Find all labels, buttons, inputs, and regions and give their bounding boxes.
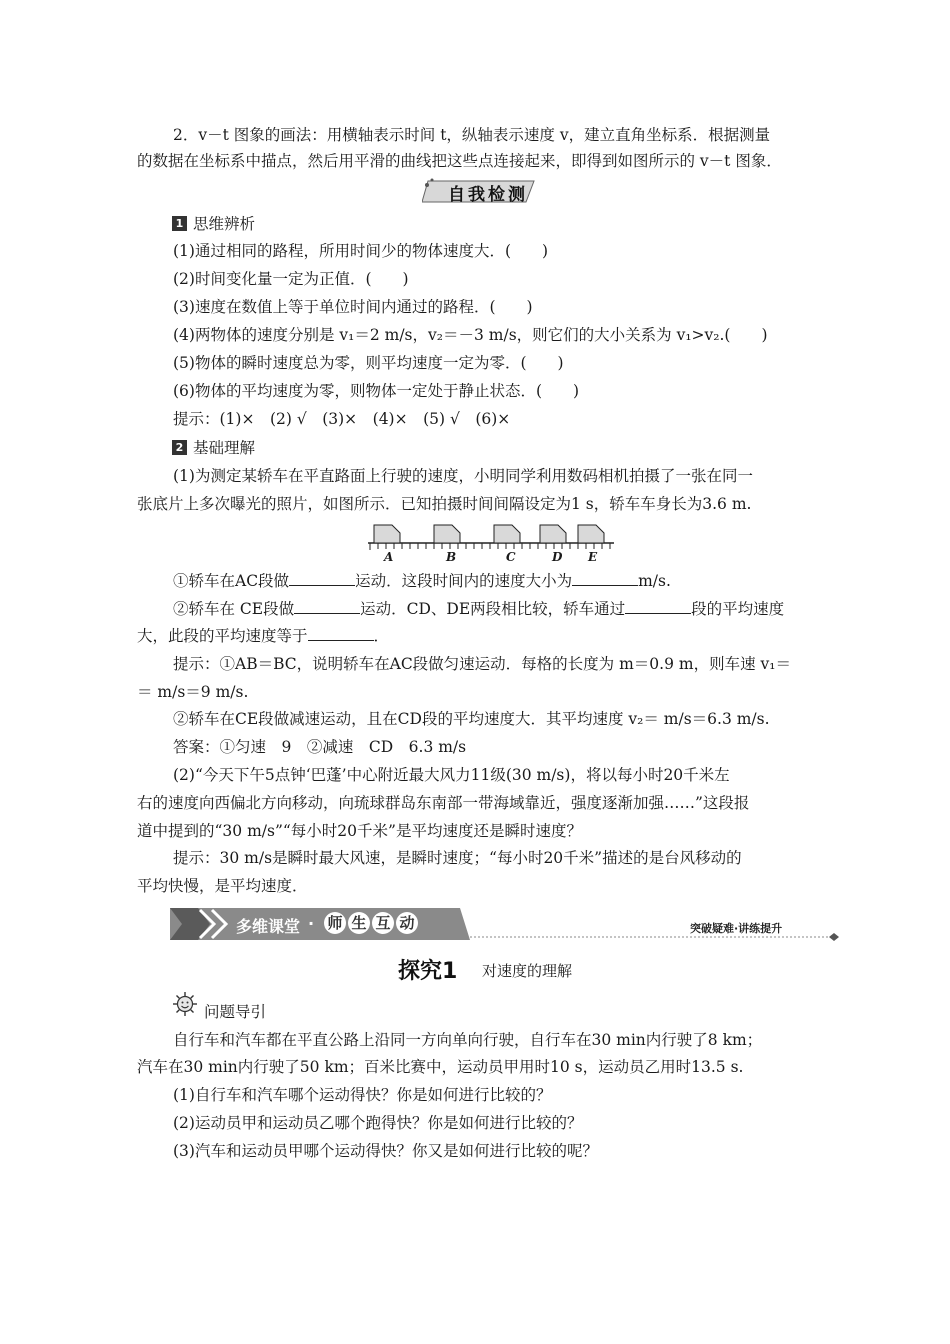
- ruler-figure-icon: [366, 520, 616, 566]
- intro-line-2: 的数据在坐标系中描点，然后用平滑的曲线把这些点连接起来，即得到如图所示的 v－t 图象．: [137, 152, 782, 170]
- question-2-line-3: 道中提到的“30 m/s”“每小时20千米”是平均速度还是瞬时速度？: [137, 822, 582, 840]
- banner-char: 互: [372, 912, 394, 934]
- banner-char: 动: [396, 912, 418, 934]
- section-number-badge: 1: [172, 216, 187, 231]
- fill-text: ②轿车在 CE段做: [173, 600, 295, 618]
- explore-question-1: (1)自行车和汽车哪个运动得快？你是如何进行比较的？: [173, 1086, 552, 1104]
- point-label-d: D: [552, 550, 563, 564]
- point-label-b: B: [446, 550, 457, 564]
- banner-right-title: 突破疑难·讲练提升: [690, 922, 783, 935]
- section-1-title: 思维辨析: [193, 215, 256, 233]
- answer-blank[interactable]: [625, 598, 691, 614]
- explore-heading: 探究1: [398, 959, 458, 984]
- fill-text: 大，此段的平均速度等于: [137, 627, 308, 645]
- answer-line: 答案：①匀速 9 ②减速 CD 6.3 m/s: [173, 738, 467, 756]
- fill-text: 运动．这段时间内的速度大小为: [355, 572, 573, 590]
- explore-subheading: 对速度的理解: [482, 962, 573, 980]
- fill-text: ①轿车在AC段做: [173, 572, 290, 590]
- fill-text: 运动．CD、DE两段相比较，轿车通过: [360, 600, 626, 618]
- question-2-hint-2: 平均快慢，是平均速度．: [137, 877, 308, 895]
- answer-blank[interactable]: [572, 570, 638, 586]
- fill-question-1: [173, 570, 671, 592]
- question-2-line-1: (2)“今天下午5点钟‘巴蓬’中心附近最大风力11级(30 m/s)，将以每小时20千米左: [173, 766, 730, 784]
- judge-item: (1)通过相同的路程，所用时间少的物体速度大．( ): [173, 242, 549, 260]
- banner-left-title: 多维课堂: [236, 917, 301, 936]
- section-2-heading: [172, 437, 255, 459]
- point-label-e: E: [588, 550, 598, 564]
- class-banner: [170, 906, 846, 942]
- answer-blank[interactable]: [308, 625, 374, 641]
- section-2-title: 基础理解: [193, 439, 256, 457]
- banner-dot: ·: [308, 914, 315, 933]
- hint-line-1: 提示：①AB＝BC，说明轿车在AC段做匀速运动．每格的长度为 m＝0.9 m，则车速 v₁＝: [173, 655, 791, 673]
- judge-item: (3)速度在数值上等于单位时间内通过的路程．( ): [173, 298, 533, 316]
- answer-blank[interactable]: [289, 570, 355, 586]
- explore-paragraph-line-2: 汽车在30 min内行驶了50 km；百米比赛中，运动员甲用时10 s，运动员乙用时13.5 s.: [137, 1058, 744, 1076]
- hint-line-3: ②轿车在CE段做减速运动，且在CD段的平均速度大．其平均速度 v₂＝ m/s＝6.3 m/s.: [173, 710, 770, 728]
- guide-title: 问题导引: [204, 1003, 267, 1021]
- banner-char: 生: [348, 912, 370, 934]
- explore-question-2: (2)运动员甲和运动员乙哪个跑得快？你是如何进行比较的？: [173, 1114, 583, 1132]
- judge-item: (6)物体的平均速度为零，则物体一定处于静止状态．( ): [173, 382, 580, 400]
- judge-item: (4)两物体的速度分别是 v₁＝2 m/s，v₂＝－3 m/s，则它们的大小关系为 v₁>v₂.( ): [173, 326, 768, 344]
- fill-text: m/s.: [638, 572, 671, 590]
- car-exposure-figure: [366, 520, 616, 566]
- section-number-badge: 2: [172, 440, 187, 455]
- point-label-c: C: [506, 550, 516, 564]
- fill-text: 段的平均速度: [691, 600, 785, 618]
- self-check-banner: [422, 176, 540, 206]
- question-2-line-2: 右的速度向西偏北方向移动，向琉球群岛东南部一带海域靠近，强度逐渐加强……”这段报: [137, 794, 750, 812]
- self-check-title: 自我检测: [448, 185, 528, 205]
- explore-paragraph-line-1: 自行车和汽车都在平直公路上沿同一方向单向行驶，自行车在30 min内行驶了8 km；: [173, 1031, 763, 1049]
- hint-line-2: ＝ m/s＝9 m/s.: [137, 683, 249, 701]
- question-1-line-1: (1)为测定某轿车在平直路面上行驶的速度，小明同学利用数码相机拍摄了一张在同一: [173, 467, 753, 485]
- judge-item: (2)时间变化量一定为正值．( ): [173, 270, 409, 288]
- section-1-heading: [172, 213, 255, 235]
- judge-item: (5)物体的瞬时速度总为零，则平均速度一定为零．( ): [173, 354, 564, 372]
- smiley-sun-icon: [172, 991, 198, 1017]
- question-1-line-2: 张底片上多次曝光的照片，如图所示．已知拍摄时间间隔设定为1 s，轿车车身长为3.6 m.: [137, 495, 752, 513]
- explore-question-3: (3)汽车和运动员甲哪个运动得快？你又是如何进行比较的呢？: [173, 1142, 598, 1160]
- point-label-a: A: [384, 550, 394, 564]
- fill-question-2-cont: [137, 625, 389, 647]
- banner-char-group: [324, 912, 418, 934]
- fill-text: ．: [373, 627, 390, 645]
- intro-line-1: 2．v－t 图象的画法：用横轴表示时间 t，纵轴表示速度 v，建立直角坐标系．根据测量: [173, 126, 771, 144]
- judge-hint: 提示：(1)× (2) √ (3)× (4)× (5) √ (6)×: [173, 410, 511, 428]
- banner-char: 师: [324, 912, 346, 934]
- fill-question-2: [173, 598, 784, 620]
- answer-blank[interactable]: [294, 598, 360, 614]
- question-2-hint-1: 提示：30 m/s是瞬时最大风速，是瞬时速度；“每小时20千米”描述的是台风移动的: [173, 849, 742, 867]
